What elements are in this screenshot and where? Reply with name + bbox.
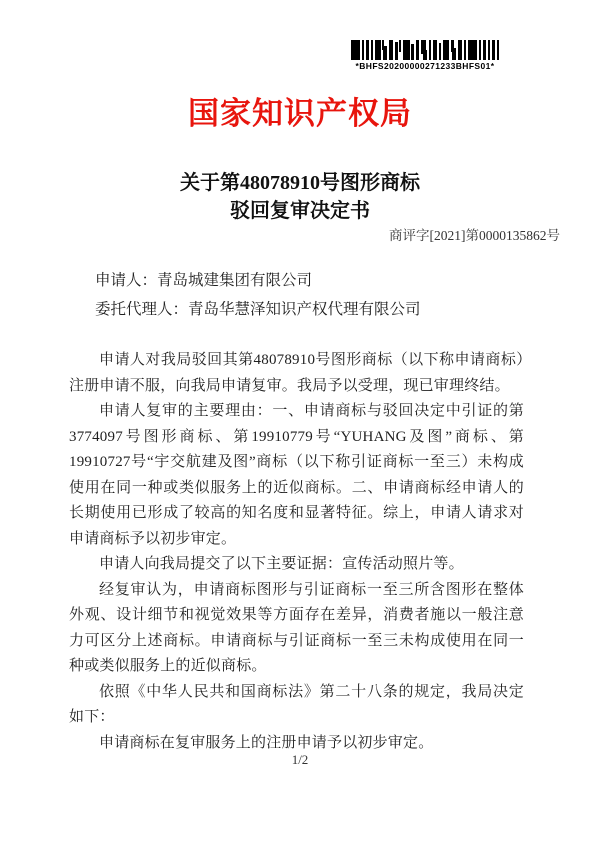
decision-body (69, 348, 524, 756)
barcode (350, 40, 500, 71)
body-paragraph: 申请商标在复审服务上的注册申请予以初步审定。 (99, 734, 434, 751)
document-number: 商评字[2021]第0000135862号 (389, 228, 560, 243)
body-paragraph: 依照《中华人民共和国商标法》第二十八条的规定，我局决定如下： (69, 683, 524, 725)
document-title-line1: 关于第48078910号图形商标 (180, 172, 420, 194)
agent-line (69, 295, 523, 324)
authority-title: 国家知识产权局 (188, 96, 412, 131)
agent-label: 委托代理人： (95, 301, 189, 318)
applicant-label: 申请人： (95, 272, 158, 289)
document-title (0, 169, 600, 225)
document-title-line2: 驳回复审决定书 (230, 200, 370, 222)
barcode-text: *BHFS20200000271233BHFS01* (355, 61, 495, 71)
page-number: 1/2 (291, 752, 309, 767)
barcode-image (351, 40, 499, 60)
body-paragraph: 申请人对我局驳回其第48078910号图形商标（以下称申请商标）注册申请不服，向我局申请复审。我局予以受理，现已审理终结。 (69, 352, 524, 394)
body-paragraph: 经复审认为，申请商标图形与引证商标一至三所含图形在整体外观、设计细节和视觉效果等方面存在差异，消费者施以一般注意力可区分上述商标。申请商标与引证商标一至三未构成使用在同一种或类似服务上的近似商标。 (69, 581, 524, 674)
body-paragraph: 申请人向我局提交了以下主要证据：宣传活动照片等。 (99, 556, 464, 572)
applicant-line (69, 266, 523, 295)
agent-name: 青岛华慧泽知识产权代理有限公司 (188, 301, 421, 318)
applicant-name: 青岛城建集团有限公司 (157, 272, 313, 289)
body-paragraph: 申请人复审的主要理由：一、申请商标与驳回决定中引证的第3774097号图形商标、第19910779号“YUHANG及图”商标、第19910727号“宇交航建及图”商标（以下称引证商标一至三）未构成使用在同一种或类似服务上的近似商标。二、申请商标经申请人的长期使用已形成了较高的知名度和显著特征。综上，申请人请求对申请商标予以初步审定。 (69, 403, 524, 547)
parties-block (69, 266, 523, 324)
